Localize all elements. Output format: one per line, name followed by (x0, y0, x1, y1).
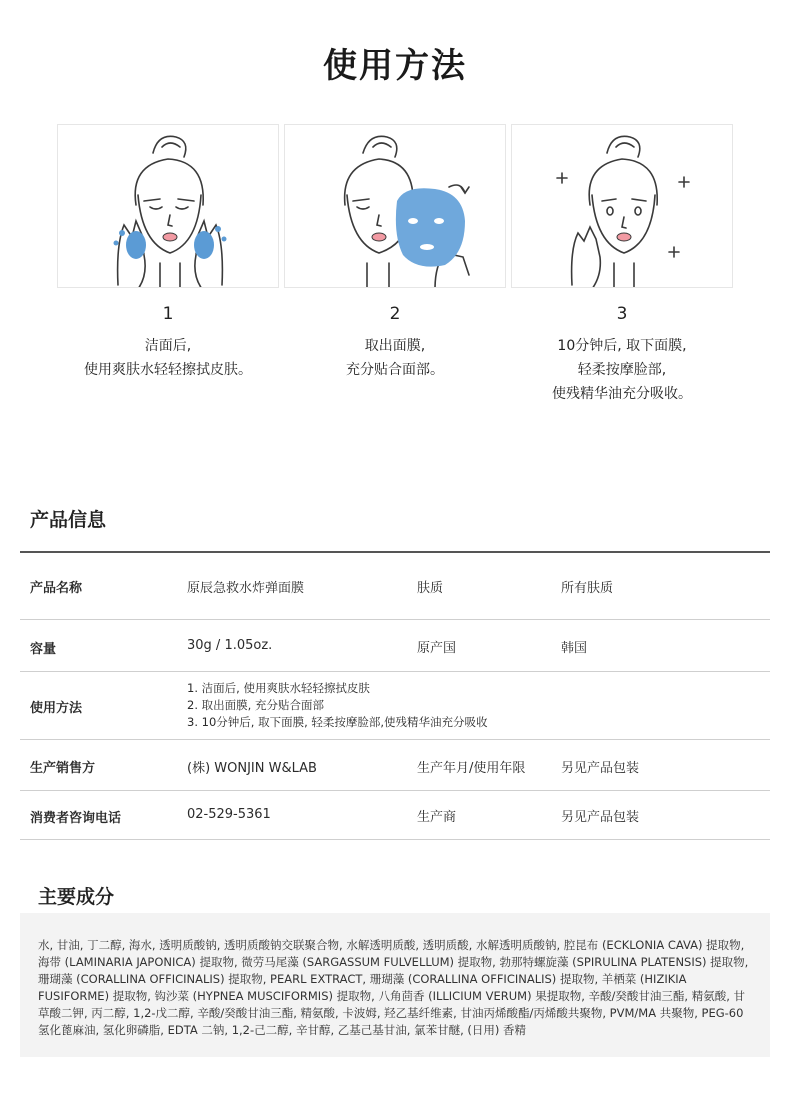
step-3-line-3: 使残精华油充分吸收。 (552, 386, 692, 402)
step-1-line-1: 洁面后, (144, 338, 192, 354)
usage-label: 使用方法 (30, 701, 83, 716)
table-row (20, 553, 770, 620)
step-1-illustration (57, 124, 279, 288)
page-title: 使用方法 (323, 46, 467, 86)
table-row (20, 620, 770, 672)
face-washing-icon (58, 125, 279, 288)
usage-line-3: 3. 10分钟后, 取下面膜, 轻柔按摩脸部,使残精华油充分吸收 (187, 715, 488, 729)
product-info-title: 产品信息 (30, 509, 107, 531)
usage-line-2: 2. 取出面膜, 充分贴合面部 (187, 698, 324, 712)
expiry-value: 另见产品包装 (561, 761, 640, 776)
manufacturer-value: 另见产品包装 (561, 810, 640, 825)
step-3-description (502, 334, 742, 406)
step-2-description (275, 334, 515, 382)
product-info-table (20, 551, 770, 840)
usage-instructions (187, 680, 488, 731)
step-2-number: 2 (389, 304, 401, 324)
step-1-description (48, 334, 288, 382)
step-2-line-1: 取出面膜, (364, 338, 426, 354)
skin-type-value: 所有肤质 (561, 581, 614, 596)
origin-label: 原产国 (417, 641, 457, 656)
phone-label: 消费者咨询电话 (30, 811, 122, 826)
volume-label: 容量 (30, 642, 57, 657)
volume-value: 30g / 1.05oz. (187, 638, 273, 653)
face-massage-icon (512, 125, 733, 288)
step-3-number: 3 (616, 304, 628, 324)
origin-value: 韩国 (561, 641, 588, 656)
ingredients-title: 主要成分 (38, 886, 115, 908)
step-3-line-1: 10分钟后, 取下面膜, (557, 338, 687, 354)
ingredients-text: 水, 甘油, 丁二醇, 海水, 透明质酸钠, 透明质酸钠交联聚合物, 水解透明质酸, 透明质酸, 水解透明质酸钠, 腔昆布 (ECKLONIA CAVA) 提取物, 海带 (LAMINARIA JAPONICA) 提取物, 微劳马尾藻 (SARGASSUM FULVELLUM) 提取物, 勃那特螺旋藻 (SPIRULINA PLATENSIS) 提取物, 珊瑚藻 (CORALLINA OFFICINALIS) 提取物, PEARL EXTRACT, 珊瑚藻 (CORALLINA OFFICINALIS) 提取物, 羊栖菜 (HIZIKIA FUSIFORME) 提取物, 钩沙菜 (HYPNEA MUSCIFORMIS) 提取物, 八角茴香 (ILLICIUM VERUM) 果提取物, 辛酸/癸酸甘油三酯, 精氨酸, 甘草酸二钾, 丙二醇, 1,2-戊二醇, 辛酸/癸酸甘油三酯, 精氨酸, 卡波姆, 羟乙基纤维素, 甘油丙烯酸酯/丙烯酸共聚物, PVM/MA 共聚物, PEG-60 氢化蓖麻油, 氢化卵磷脂, EDTA 二钠, 1,2-己二醇, 辛甘醇, 乙基己基甘油, 氯苯甘醚, (日用) 香精 (38, 938, 749, 1037)
skin-type-label: 肤质 (417, 581, 444, 596)
manufacturer-label: 生产商 (417, 810, 457, 825)
step-2-illustration (284, 124, 506, 288)
step-2-line-2: 充分贴合面部。 (346, 362, 444, 378)
expiry-label: 生产年月/使用年限 (417, 761, 526, 776)
product-name-value: 原辰急救水炸弹面膜 (187, 581, 305, 596)
step-1-number: 1 (162, 304, 174, 324)
sheet-mask-icon (285, 125, 506, 288)
ingredients-box (20, 913, 770, 1057)
phone-value: 02-529-5361 (187, 807, 271, 822)
step-3-line-2: 轻柔按摩脸部, (577, 362, 667, 378)
step-3-illustration (511, 124, 733, 288)
table-row (20, 791, 770, 840)
seller-label: 生产销售方 (30, 761, 96, 776)
step-1-line-2: 使用爽肤水轻轻擦拭皮肤。 (84, 362, 252, 378)
table-row (20, 740, 770, 791)
usage-line-1: 1. 洁面后, 使用爽肤水轻轻擦拭皮肤 (187, 681, 370, 695)
seller-value: (株) WONJIN W&LAB (187, 761, 317, 776)
product-name-label: 产品名称 (30, 581, 83, 596)
table-row (20, 672, 770, 740)
